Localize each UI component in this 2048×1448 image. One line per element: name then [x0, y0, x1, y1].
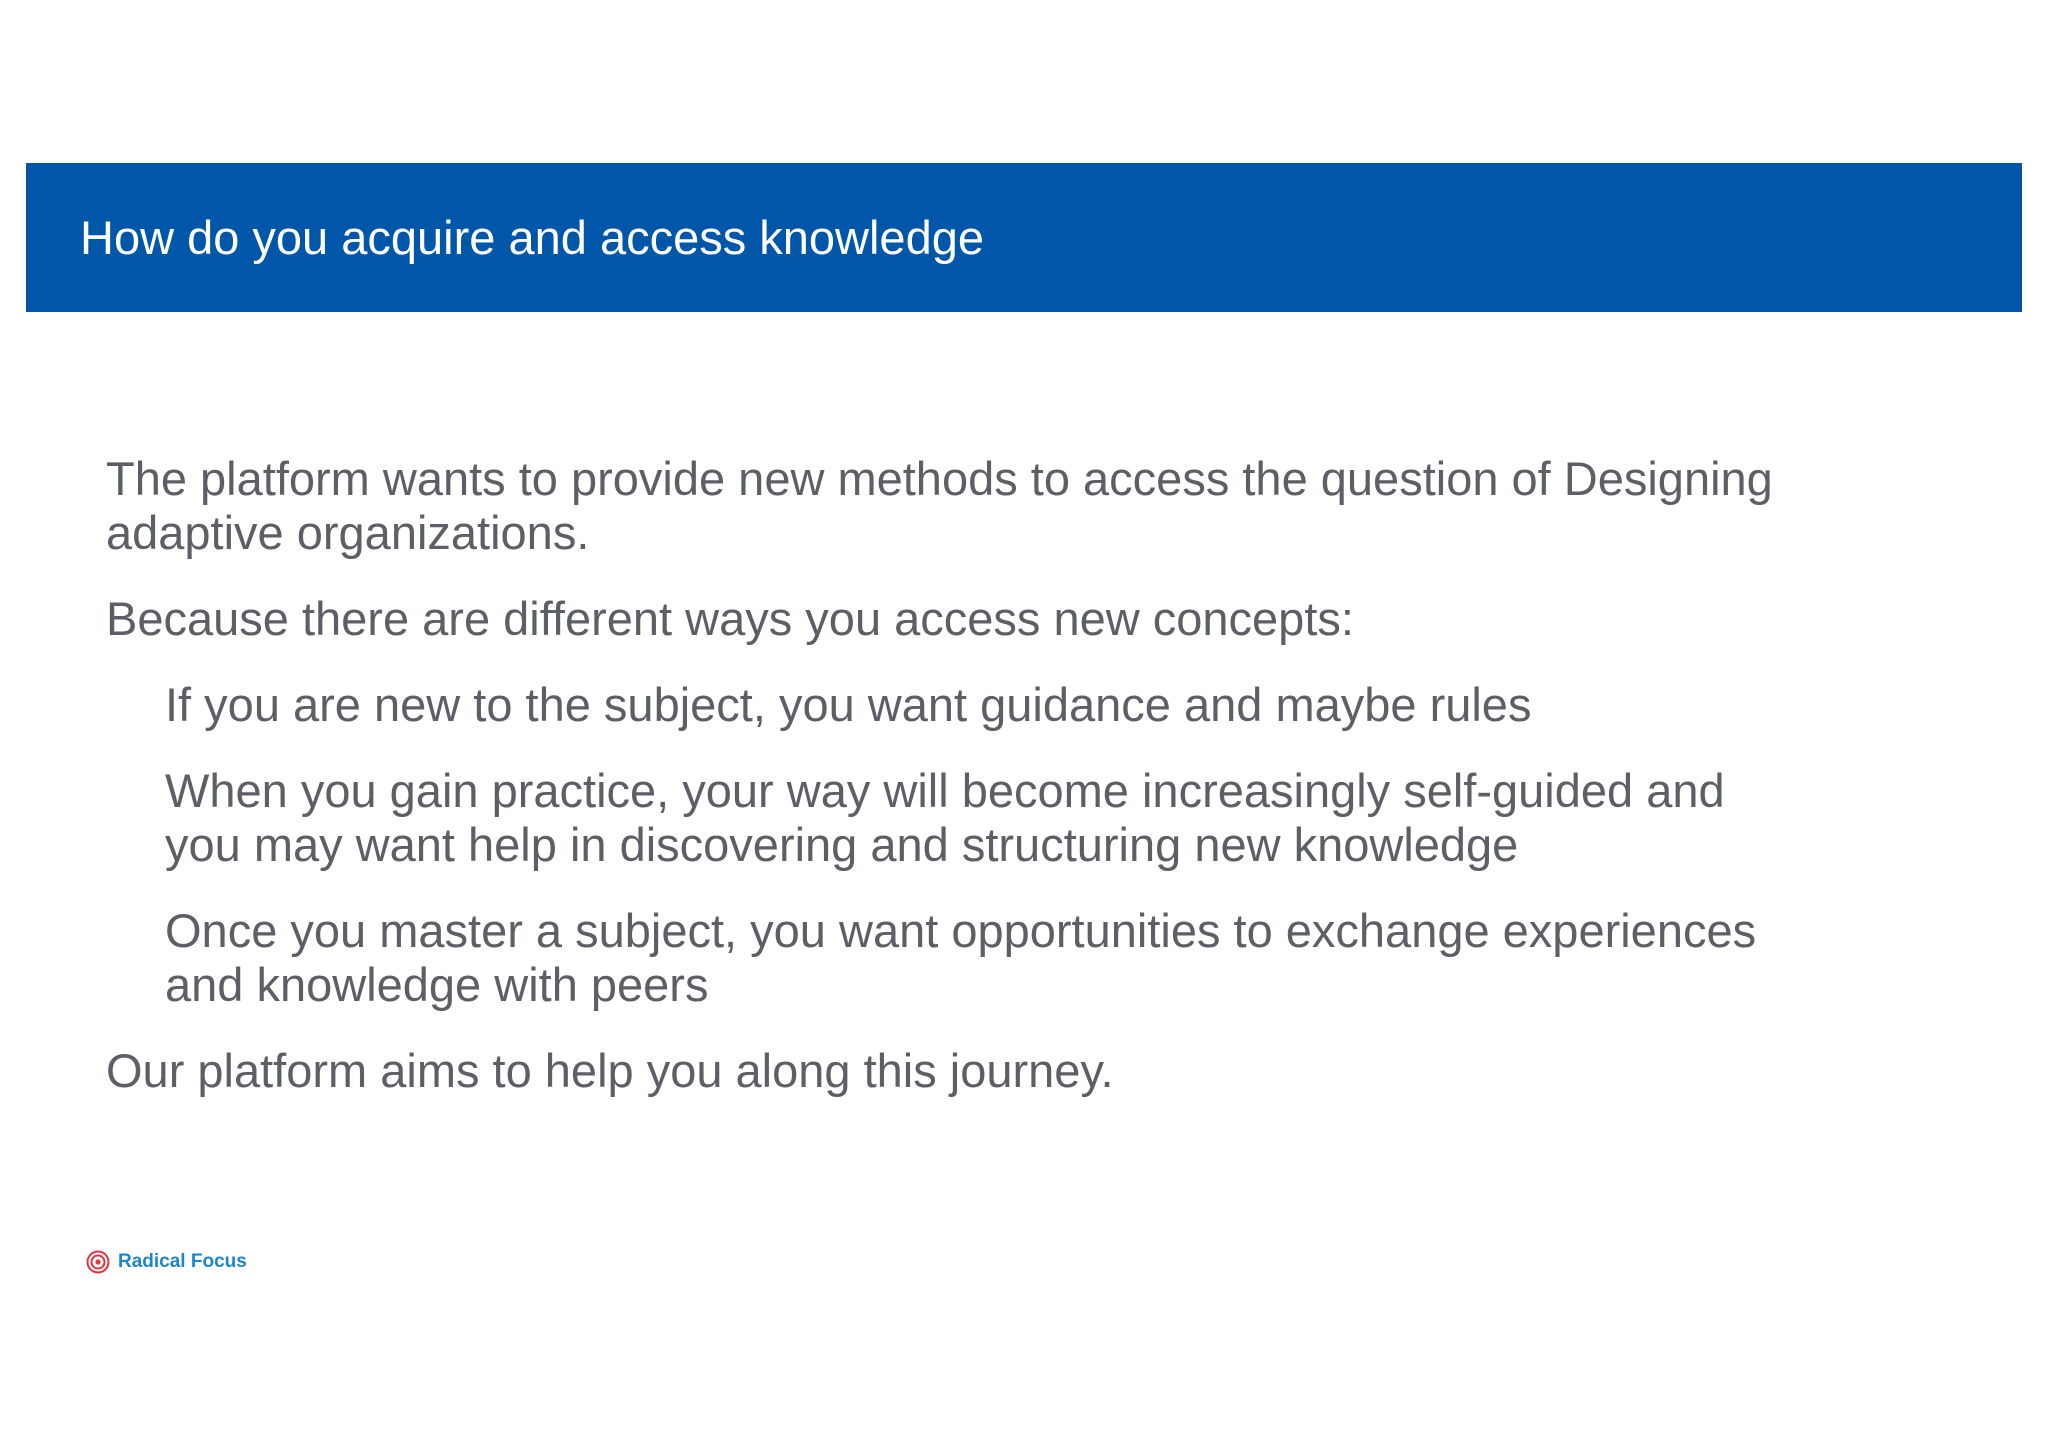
body-point-master-subject: Once you master a subject, you want opportunities to exchange experiences and knowledge with peers [165, 904, 1757, 1011]
target-icon [86, 1250, 110, 1274]
body-point-new-to-subject: If you are new to the subject, you want guidance and maybe rules [165, 678, 1532, 731]
body-point-gain-practice: When you gain practice, your way will become increasingly self-guided and you may want help in discovering and structuring new knowledge [165, 764, 1725, 871]
slide-title: How do you acquire and access knowledge [80, 211, 984, 264]
body-paragraph-lead: Because there are different ways you access new concepts: [106, 592, 1354, 645]
brand-name: Radical Focus [118, 1251, 247, 1272]
body-paragraph-closing: Our platform aims to help you along this journey. [106, 1044, 1114, 1097]
body-paragraph-intro: The platform wants to provide new methods to access the question of Designing adaptive organizations. [106, 452, 1773, 559]
slide-body [106, 452, 1786, 1130]
brand-logo [86, 1248, 247, 1276]
title-bar [26, 163, 2022, 312]
